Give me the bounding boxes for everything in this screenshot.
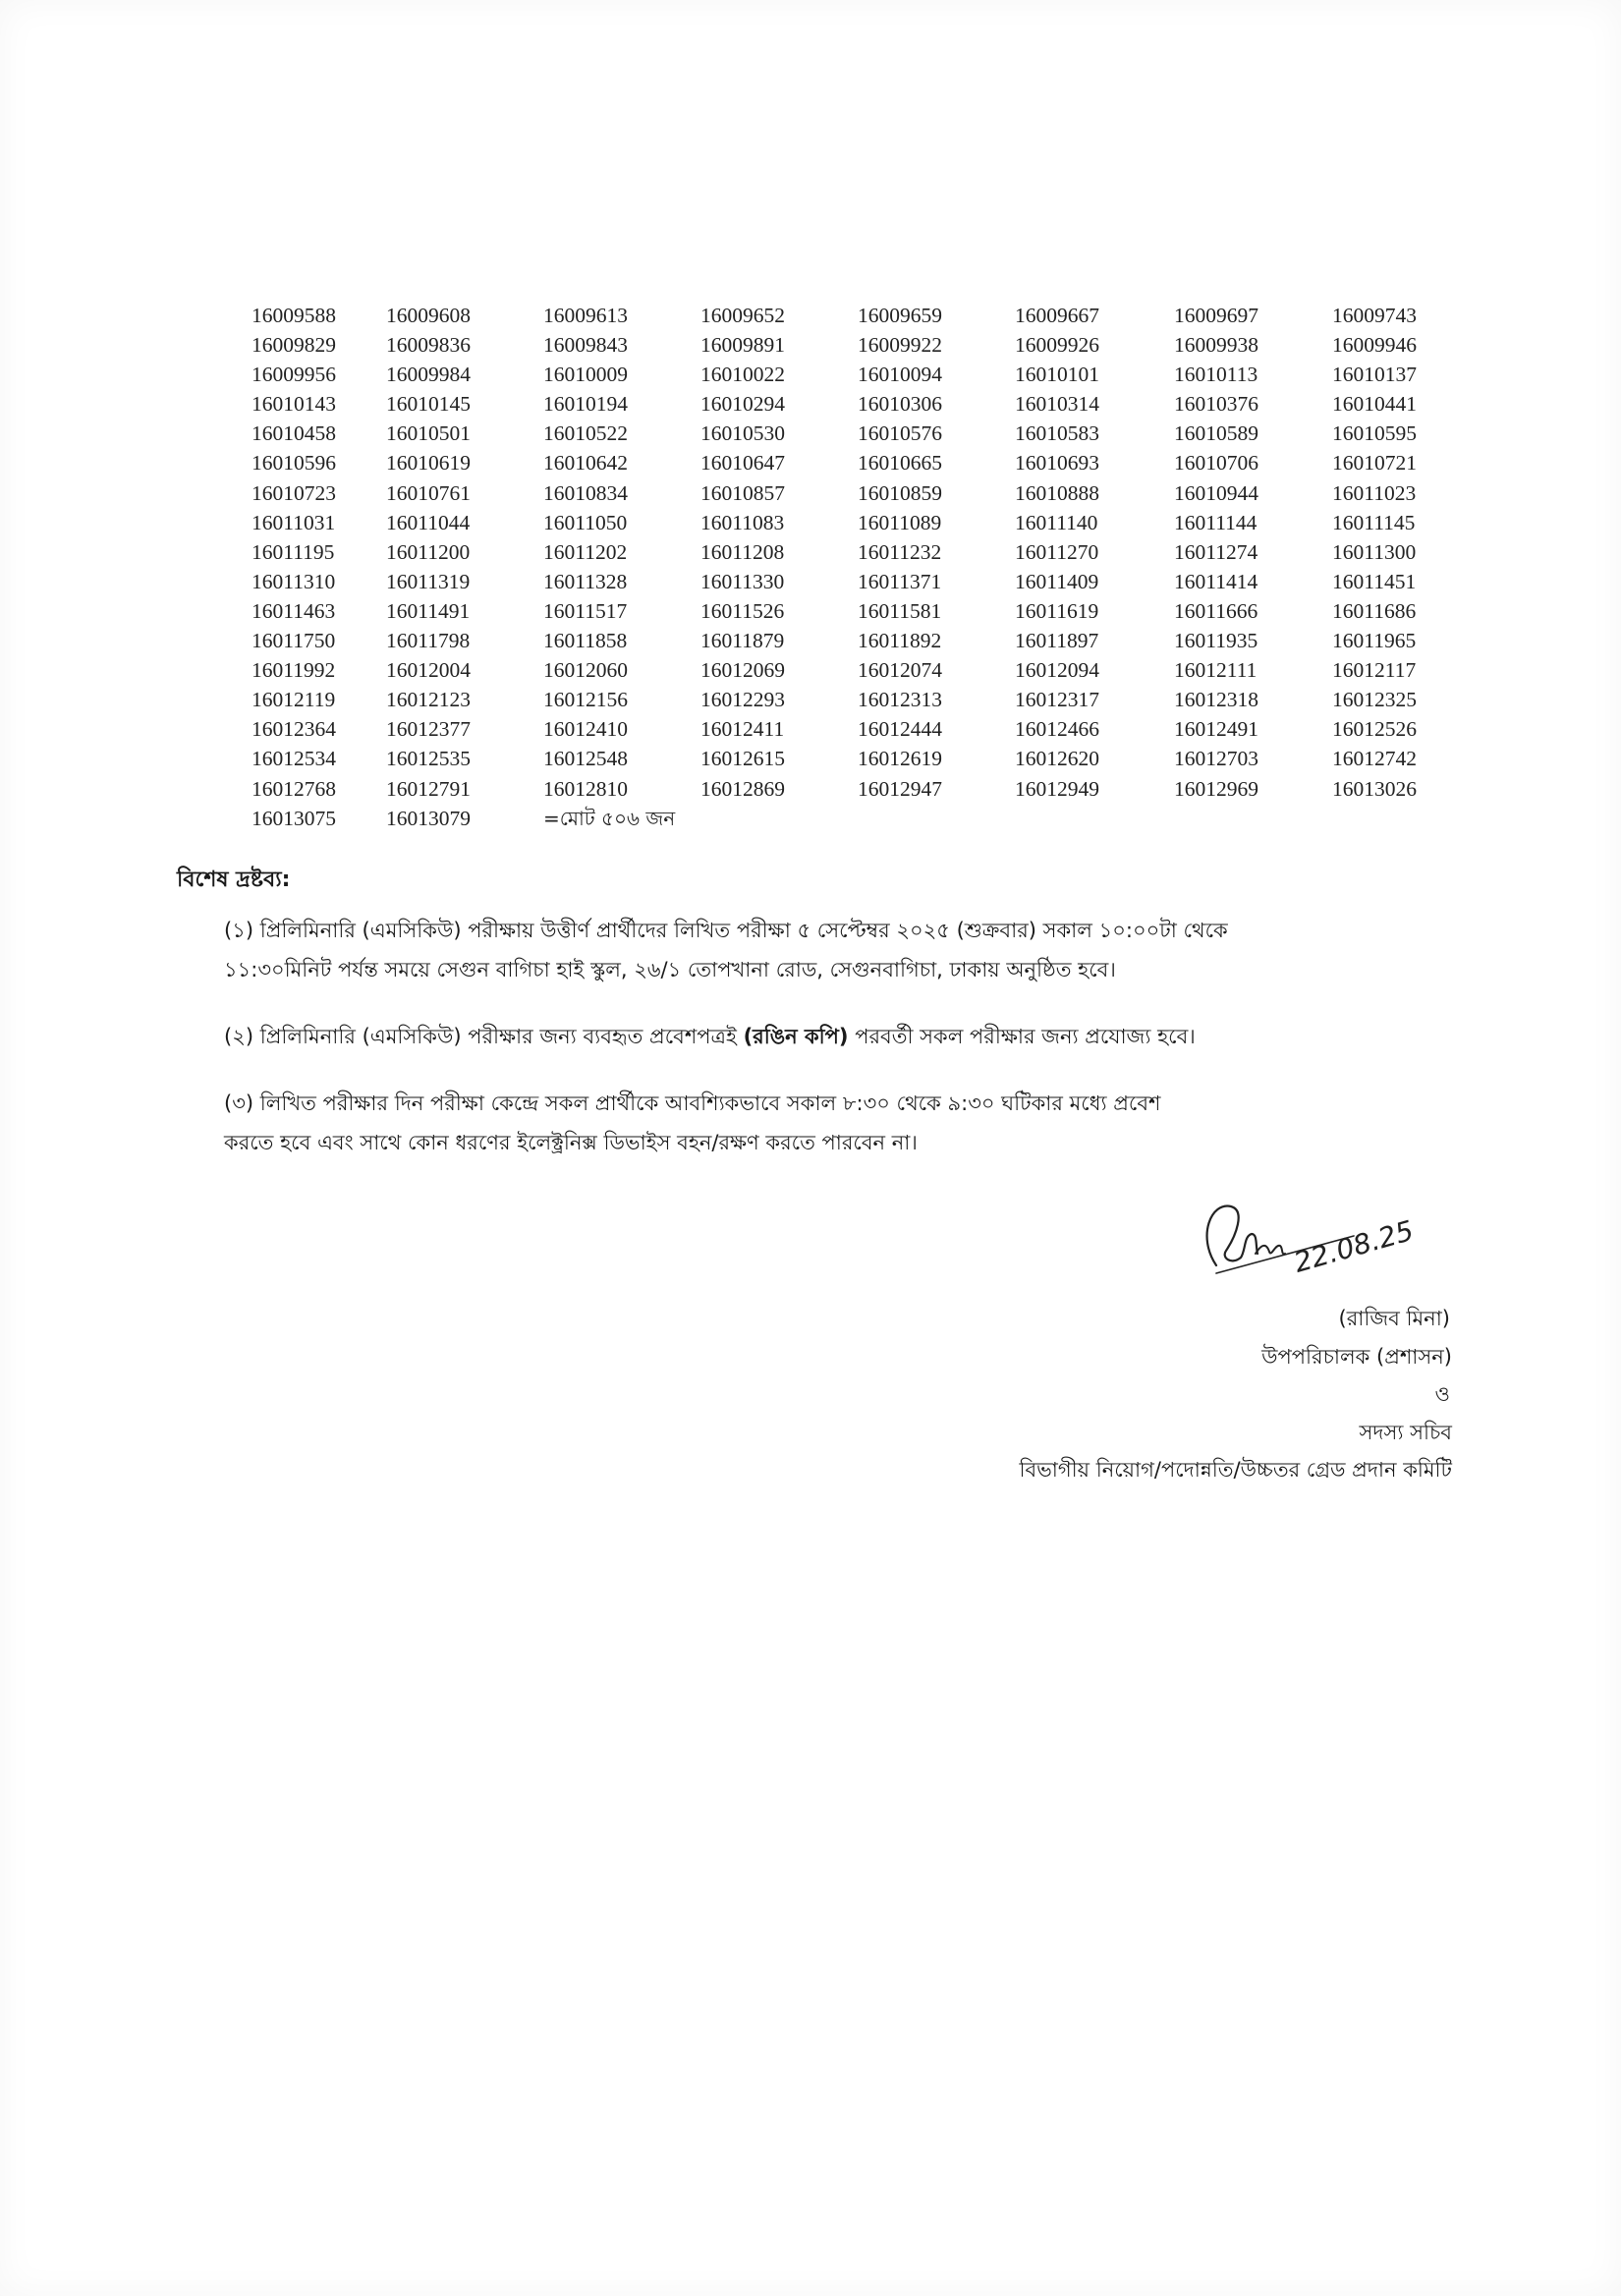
roll-number: 16010145 <box>386 392 471 417</box>
roll-number: 16010294 <box>700 392 785 417</box>
roll-number: 16013075 <box>252 806 336 830</box>
roll-number: 16013079 <box>386 806 471 830</box>
roll-number: 16011330 <box>700 569 785 593</box>
roll-number: 16010101 <box>1015 363 1099 387</box>
roll-number: 16012791 <box>386 776 471 801</box>
roll-number: 16011992 <box>252 658 336 683</box>
notes-heading: বিশেষ দ্রষ্টব্য: <box>177 868 291 892</box>
roll-number: 16011451 <box>1332 569 1417 593</box>
roll-number: 16011310 <box>252 569 336 593</box>
roll-row <box>252 774 1460 804</box>
roll-number: 16012768 <box>252 776 336 801</box>
roll-number: 16011491 <box>386 598 471 623</box>
roll-number: 16011686 <box>1332 598 1417 623</box>
roll-number: 16010022 <box>700 363 785 387</box>
roll-number: 16011858 <box>543 629 628 653</box>
note-1-line-1: (১) প্রিলিমিনারি (এমসিকিউ) পরীক্ষায় উত্তীর্ণ প্রার্থীদের লিখিত পরীক্ষা ৫ সেপ্টেম্বর ২০২৫ (শুক্রবার) সকাল ১০:০০টা থেকে <box>224 919 1228 942</box>
svg-text:22.08.25: 22.08.25 <box>1290 1213 1418 1279</box>
roll-number: 16012703 <box>1174 747 1258 771</box>
roll-number: 16010596 <box>252 451 336 476</box>
roll-number: 16010706 <box>1174 451 1258 476</box>
roll-number: 16011050 <box>543 510 628 534</box>
roll-number: 16011517 <box>543 598 628 623</box>
roll-number: 16013026 <box>1332 776 1417 801</box>
signatory-name: (রাজিব মিনা) <box>1338 1307 1450 1330</box>
roll-number: 16012318 <box>1174 688 1258 712</box>
roll-number: 16011140 <box>1015 510 1098 534</box>
roll-number: 16010583 <box>1015 421 1099 446</box>
roll-number: 16011581 <box>858 598 942 623</box>
roll-number: 16012111 <box>1174 658 1258 683</box>
roll-number: 16009829 <box>252 333 336 358</box>
note-3-line-1: (৩) লিখিত পরীক্ষার দিন পরীক্ষা কেন্দ্রে সকল প্রার্থীকে আবশ্যিকভাবে সকাল ৮:৩০ থেকে ৯:৩০ ঘটিকার মধ্যে প্রবেশ <box>224 1092 1161 1115</box>
roll-number: 16011083 <box>700 510 785 534</box>
note-2-text-after: পরবর্তী সকল পরীক্ষার জন্য প্রযোজ্য হবে। <box>848 1025 1196 1048</box>
roll-number: 16011750 <box>252 629 336 653</box>
roll-number: 16011274 <box>1174 539 1258 564</box>
roll-number: 16012123 <box>386 688 471 712</box>
roll-number: 16010113 <box>1174 363 1258 387</box>
roll-row <box>252 744 1460 773</box>
note-3-line-2: করতে হবে এবং সাথে কোন ধরণের ইলেক্ট্রনিক্স ডিভাইস বহন/রক্ষণ করতে পারবেন না। <box>224 1131 918 1154</box>
roll-number: 16010859 <box>858 480 942 505</box>
roll-number: 16010143 <box>252 392 336 417</box>
roll-number: 16010857 <box>700 480 785 505</box>
roll-number: 16010376 <box>1174 392 1258 417</box>
roll-row <box>252 360 1460 389</box>
roll-number: 16012615 <box>700 747 785 771</box>
roll-row <box>252 478 1460 508</box>
roll-number: 16011270 <box>1015 539 1099 564</box>
note-1-line-2: ১১:৩০মিনিট পর্যন্ত সময়ে সেগুন বাগিচা হাই স্কুল, ২৬/১ তোপখানা রোড, সেগুনবাগিচা, ঢাকায় অনুষ্ঠিত হবে। <box>224 958 1116 981</box>
roll-row <box>252 626 1460 655</box>
roll-number: 16011300 <box>1332 539 1417 564</box>
roll-number: 16011798 <box>386 629 471 653</box>
roll-number: 16010094 <box>858 363 942 387</box>
roll-number: 16010665 <box>858 451 942 476</box>
roll-number: 16012548 <box>543 747 628 771</box>
signatory-conjunction: ও <box>1434 1382 1450 1406</box>
roll-number: 16012377 <box>386 717 471 742</box>
roll-number: 16012410 <box>543 717 628 742</box>
roll-row <box>252 714 1460 744</box>
roll-number: 16012619 <box>858 747 942 771</box>
roll-row <box>252 804 1460 833</box>
roll-number: 16012060 <box>543 658 628 683</box>
roll-number: 16011044 <box>386 510 471 534</box>
roll-number: 16010693 <box>1015 451 1099 476</box>
roll-number: 16009956 <box>252 363 336 387</box>
roll-number: 16009843 <box>543 333 628 358</box>
roll-row <box>252 330 1460 360</box>
roll-number: 16010647 <box>700 451 785 476</box>
roll-number: 16012810 <box>543 776 628 801</box>
roll-row <box>252 655 1460 685</box>
roll-number: 16011195 <box>252 539 335 564</box>
roll-number: 16009613 <box>543 304 628 327</box>
roll-number: 16011145 <box>1332 510 1416 534</box>
roll-number: 16010458 <box>252 421 336 446</box>
roll-number: 16010576 <box>858 421 942 446</box>
roll-number: 16010834 <box>543 480 628 505</box>
note-item-2 <box>224 1017 1454 1056</box>
roll-number: 16012620 <box>1015 747 1099 771</box>
roll-row <box>252 419 1460 448</box>
roll-number: 16010306 <box>858 392 942 417</box>
roll-number: 16012156 <box>543 688 628 712</box>
roll-number: 16011935 <box>1174 629 1258 653</box>
roll-number: 16011463 <box>252 598 336 623</box>
roll-number: 16012364 <box>252 717 336 742</box>
roll-number: 16012969 <box>1174 776 1258 801</box>
roll-number: 16012491 <box>1174 717 1258 742</box>
signatory-committee: বিভাগীয় নিয়োগ/পদোন্নতি/উচ্চতর গ্রেড প্রদান কমিটি <box>1019 1458 1452 1482</box>
roll-number: 16011319 <box>386 569 471 593</box>
roll-number: 16012069 <box>700 658 785 683</box>
roll-row <box>252 508 1460 537</box>
roll-number: 16010944 <box>1174 480 1258 505</box>
roll-number: 16012534 <box>252 747 336 771</box>
roll-number-grid <box>252 301 1460 833</box>
roll-number: 16009652 <box>700 304 785 327</box>
roll-number: 16012117 <box>1332 658 1417 683</box>
roll-number: 16009697 <box>1174 304 1258 327</box>
roll-row <box>252 301 1460 330</box>
roll-number: 16009984 <box>386 363 471 387</box>
roll-number: 16010501 <box>386 421 471 446</box>
note-2-bold-text: (রঙিন কপি) <box>743 1025 849 1048</box>
roll-number: 16011202 <box>543 539 628 564</box>
roll-number: 16011371 <box>858 569 942 593</box>
roll-number: 16011666 <box>1174 598 1258 623</box>
roll-number: 16011200 <box>386 539 471 564</box>
roll-number: 16011144 <box>1174 510 1258 534</box>
note-item-3 <box>224 1084 1454 1162</box>
roll-number: 16009926 <box>1015 333 1099 358</box>
roll-number: 16010721 <box>1332 451 1417 476</box>
roll-number: 16011232 <box>858 539 942 564</box>
roll-row <box>252 596 1460 626</box>
roll-number: 16011965 <box>1332 629 1417 653</box>
roll-number: 16010194 <box>543 392 628 417</box>
roll-number: 16009922 <box>858 333 942 358</box>
roll-number: 16010441 <box>1332 392 1417 417</box>
roll-number: 16009588 <box>252 304 336 327</box>
roll-row <box>252 389 1460 419</box>
handwritten-signature-icon <box>1187 1197 1442 1295</box>
roll-number: 16010619 <box>386 451 471 476</box>
roll-number: 16009836 <box>386 333 471 358</box>
roll-number: 16010723 <box>252 480 336 505</box>
total-count: =মোট ৫০৬ জন <box>543 806 676 830</box>
roll-number: 16009946 <box>1332 333 1417 358</box>
roll-number: 16010314 <box>1015 392 1099 417</box>
roll-number: 16011208 <box>700 539 785 564</box>
roll-number: 16009667 <box>1015 304 1099 327</box>
roll-number: 16010530 <box>700 421 785 446</box>
roll-number: 16009608 <box>386 304 471 327</box>
roll-number: 16011892 <box>858 629 942 653</box>
roll-number: 16009659 <box>858 304 942 327</box>
roll-number: 16012411 <box>700 717 785 742</box>
roll-number: 16009743 <box>1332 304 1417 327</box>
roll-number: 16012535 <box>386 747 471 771</box>
roll-number: 16012004 <box>386 658 471 683</box>
roll-number: 16012869 <box>700 776 785 801</box>
roll-number: 16010642 <box>543 451 628 476</box>
roll-row <box>252 448 1460 477</box>
roll-number: 16011089 <box>858 510 942 534</box>
roll-number: 16012947 <box>858 776 942 801</box>
special-notes <box>177 863 1454 1162</box>
roll-number: 16010589 <box>1174 421 1258 446</box>
roll-number: 16011414 <box>1174 569 1258 593</box>
roll-number: 16011526 <box>700 598 785 623</box>
roll-number: 16012119 <box>252 688 336 712</box>
roll-number: 16012466 <box>1015 717 1099 742</box>
roll-number: 16012444 <box>858 717 942 742</box>
signatory-designation: উপপরিচালক (প্রশাসন) <box>1261 1344 1452 1369</box>
roll-number: 16012293 <box>700 688 785 712</box>
roll-number: 16010009 <box>543 363 628 387</box>
roll-number: 16012313 <box>858 688 942 712</box>
note-item-1 <box>224 911 1454 989</box>
roll-number: 16010761 <box>386 480 471 505</box>
roll-number: 16012317 <box>1015 688 1099 712</box>
roll-number: 16009938 <box>1174 333 1258 358</box>
roll-number: 16011409 <box>1015 569 1099 593</box>
roll-number: 16012325 <box>1332 688 1417 712</box>
roll-row <box>252 685 1460 714</box>
roll-number: 16012526 <box>1332 717 1417 742</box>
roll-number: 16010137 <box>1332 363 1417 387</box>
roll-number: 16010522 <box>543 421 628 446</box>
signatory-role: সদস্য সচিব <box>1359 1420 1452 1444</box>
roll-number: 16010888 <box>1015 480 1099 505</box>
roll-number: 16011619 <box>1015 598 1099 623</box>
note-2-text-before: (২) প্রিলিমিনারি (এমসিকিউ) পরীক্ষার জন্য ব্যবহৃত প্রবেশপত্রই <box>224 1025 744 1048</box>
roll-row <box>252 567 1460 596</box>
roll-row <box>252 537 1460 567</box>
roll-number: 16009891 <box>700 333 785 358</box>
roll-number: 16011897 <box>1015 629 1099 653</box>
roll-number: 16012742 <box>1332 747 1417 771</box>
roll-number: 16012074 <box>858 658 942 683</box>
roll-number: 16010595 <box>1332 421 1417 446</box>
roll-number: 16012094 <box>1015 658 1099 683</box>
roll-number: 16011879 <box>700 629 785 653</box>
roll-number: 16011031 <box>252 510 336 534</box>
roll-number: 16011328 <box>543 569 628 593</box>
roll-number: 16011023 <box>1332 480 1417 505</box>
roll-number: 16012949 <box>1015 776 1099 801</box>
